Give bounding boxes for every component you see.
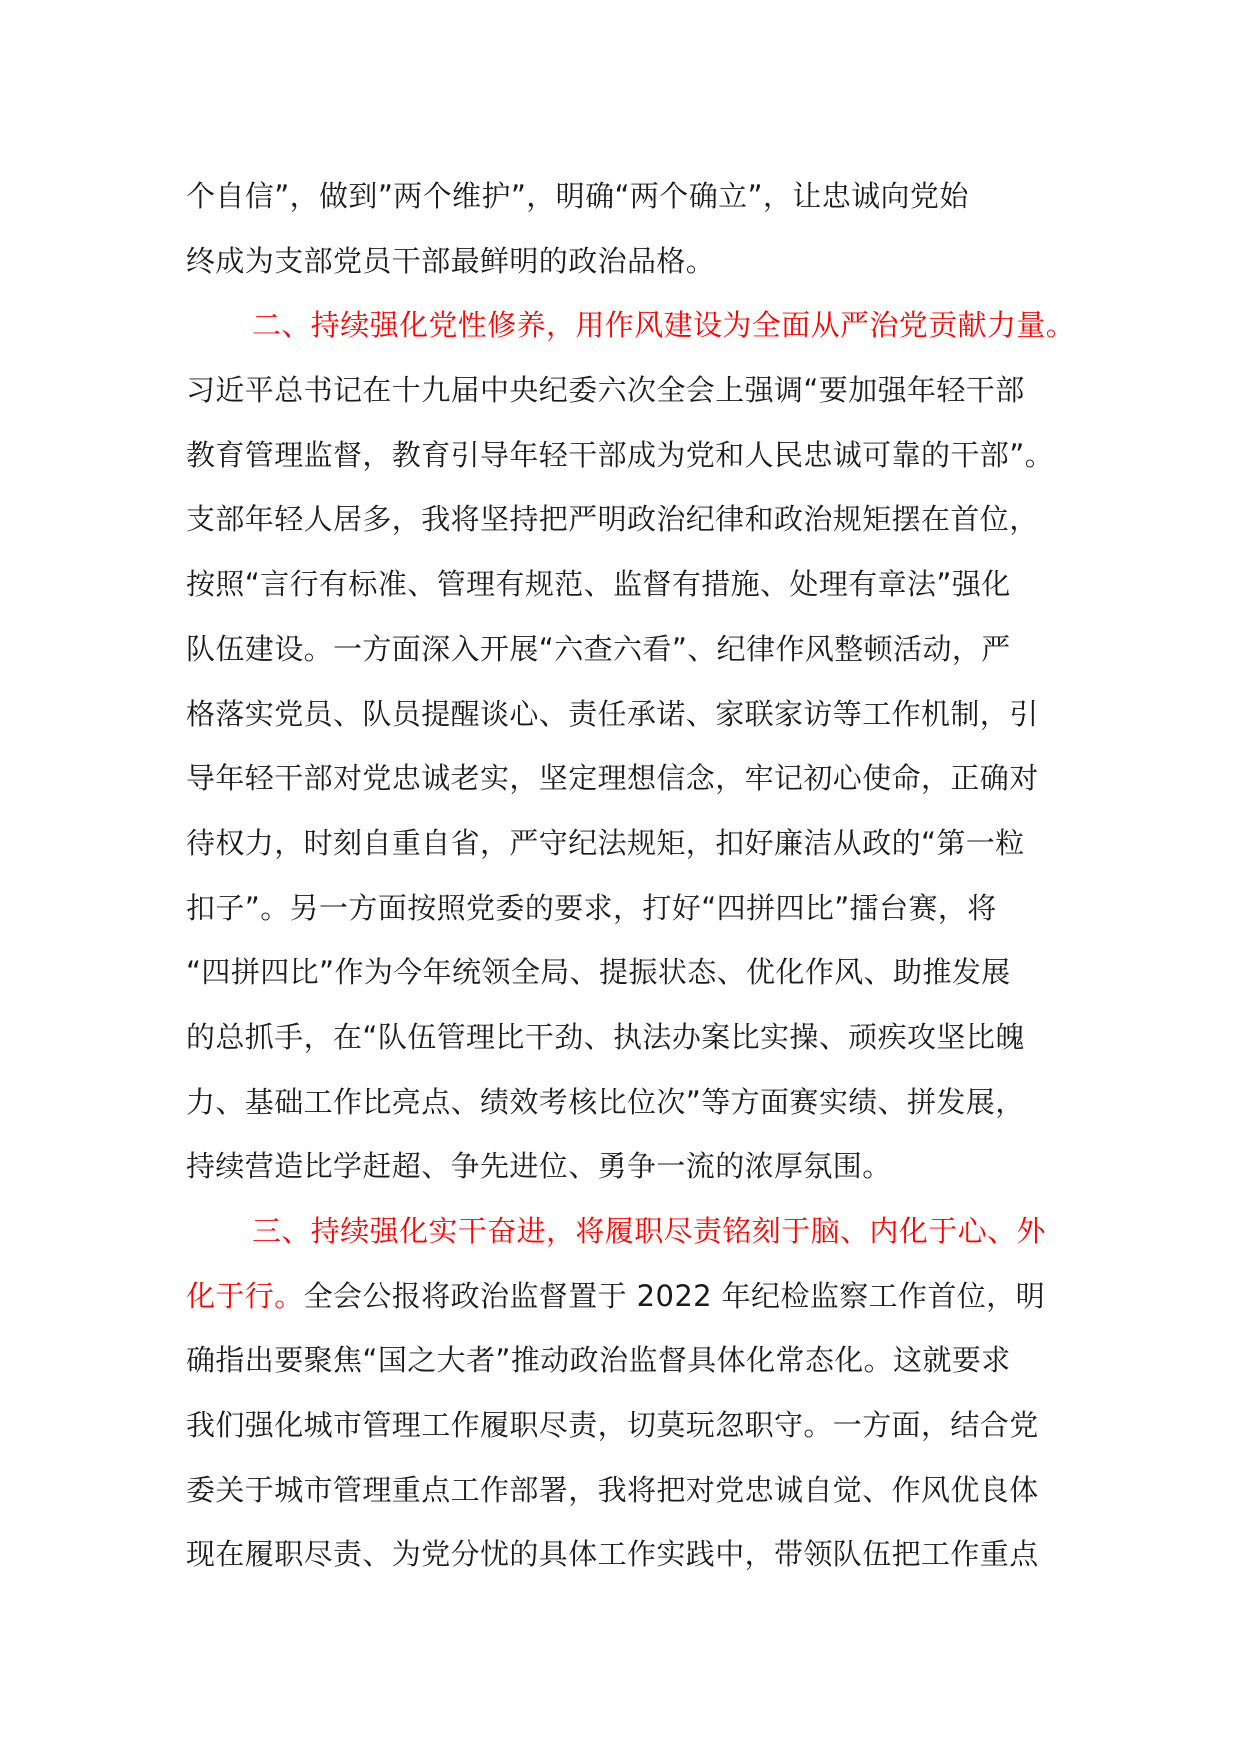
text-line: 格落实党员、队员提醒谈心、责任承诺、家联家访等工作机制，引 [186, 696, 1039, 731]
text-line: 待权力，时刻自重自省，严守纪法规矩，扣好廉洁从政的“第一粒 [186, 825, 1025, 860]
text-line: 支部年轻人居多，我将坚持把严明政治纪律和政治规矩摆在首位， [186, 502, 1039, 537]
text-line: 持续营造比学赶超、争先进位、勇争一流的浓厚氛围。 [186, 1149, 892, 1184]
text-line: 我们强化城市管理工作履职尽责，切莫玩忽职守。一方面，结合党 [186, 1408, 1039, 1443]
text-line: 确指出要聚焦“国之大者”推动政治监督具体化常态化。这就要求 [186, 1343, 1011, 1378]
text-line: 终成为支部党员干部最鲜明的政治品格。 [186, 243, 716, 278]
text-line-mixed [186, 1264, 1066, 1329]
text-line: 现在履职尽责、为党分忧的具体工作实践中，带领队伍把工作重点 [186, 1537, 1039, 1572]
text-fragment: 全会公报将政治监督置于 2022 年纪检监察工作首位，明 [303, 1278, 1046, 1313]
text-line: 队伍建设。一方面深入开展“六查六看”、纪律作风整顿活动，严 [186, 631, 1011, 666]
text-line: 力、基础工作比亮点、绩效考核比位次”等方面赛实绩、拼发展， [186, 1084, 1025, 1119]
section-heading-three-end: 化于行。 [186, 1278, 304, 1313]
text-line: 习近平总书记在十九届中央纪委六次全会上强调“要加强年轻干部 [186, 373, 1025, 408]
text-line: 按照“言行有标准、管理有规范、监督有措施、处理有章法”强化 [186, 567, 1011, 602]
text-line: 委关于城市管理重点工作部署，我将把对党忠诚自觉、作风优良体 [186, 1472, 1039, 1507]
section-heading-two: 二、持续强化党性修养，用作风建设为全面从严治党贡献力量。 [252, 308, 1076, 343]
text-line: 导年轻干部对党忠诚老实，坚定理想信念，牢记初心使命，正确对 [186, 761, 1039, 796]
text-line: 扣子”。另一方面按照党委的要求，打好“四拼四比”擂台赛，将 [186, 890, 997, 925]
document-body [186, 164, 1076, 1587]
section-heading-three: 三、持续强化实干奋进，将履职尽责铭刻于脑、内化于心、外 [252, 1214, 1046, 1248]
text-line: “四拼四比”作为今年统领全局、提振状态、优化作风、助推发展 [186, 955, 1011, 990]
text-line: 个自信”，做到”两个维护”，明确“两个确立”，让忠诚向党始 [186, 179, 969, 213]
text-line: 的总抓手，在“队伍管理比干劲、执法办案比实操、顽疾攻坚比魄 [186, 1019, 1025, 1054]
text-line: 教育管理监督，教育引导年轻干部成为党和人民忠诚可靠的干部”。 [186, 437, 1055, 472]
